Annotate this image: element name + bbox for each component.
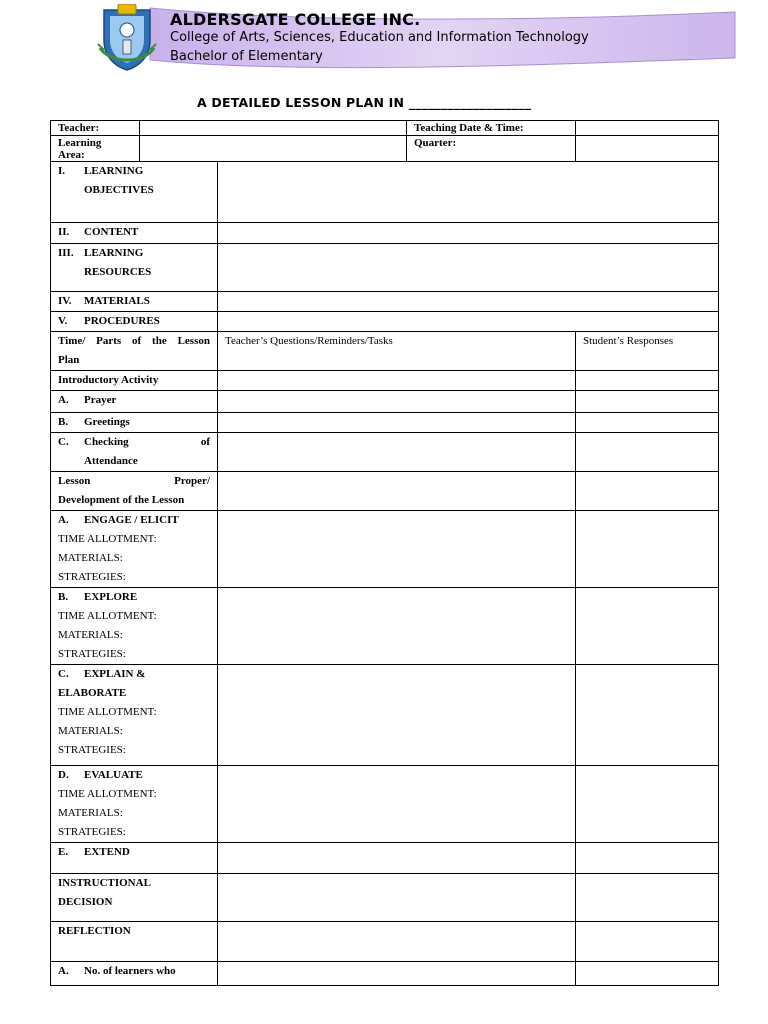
evaluate-title (58, 769, 143, 781)
student-responses-cell[interactable] (576, 371, 719, 391)
instructional-decision-line1: INSTRUCTIONAL (58, 877, 151, 889)
student-responses-cell[interactable] (576, 472, 719, 511)
resources-number: III. (58, 247, 74, 259)
resources-label (51, 244, 218, 292)
learners-number: A. (58, 965, 69, 977)
student-responses-cell[interactable] (576, 391, 719, 413)
reflection-row (51, 922, 719, 962)
explain-label (51, 665, 218, 766)
section-row-resources (51, 244, 719, 292)
engage-text: ENGAGE / ELICIT (84, 514, 179, 526)
instructional-decision-label (51, 874, 218, 922)
teacher-tasks-cell[interactable] (218, 874, 576, 922)
explore-text: EXPLORE (84, 591, 138, 603)
student-responses-header: Student’s Responses (576, 332, 719, 371)
student-responses-cell[interactable] (576, 922, 719, 962)
reflection-label: REFLECTION (51, 922, 218, 962)
quarter-label: Quarter: (407, 136, 576, 162)
teacher-tasks-cell[interactable] (218, 371, 576, 391)
extend-number: E. (58, 846, 69, 858)
procedures-field[interactable] (218, 312, 719, 332)
column-header-row (51, 332, 719, 371)
materials-number: IV. (58, 295, 72, 307)
prayer-text: Prayer (84, 394, 117, 406)
objectives-number: I. (58, 165, 66, 177)
section-row-objectives (51, 162, 719, 223)
college-subtitle: College of Arts, Sciences, Education and Information Technology (170, 30, 589, 45)
materials-sub-label: MATERIALS: (58, 629, 123, 641)
procedure-row-evaluate (51, 766, 719, 843)
teacher-tasks-cell[interactable] (218, 843, 576, 874)
explain-text: EXPLAIN & (84, 668, 146, 680)
content-label-text: CONTENT (84, 226, 139, 238)
section-row-procedures (51, 312, 719, 332)
evaluate-text: EVALUATE (84, 769, 143, 781)
teacher-tasks-cell[interactable] (218, 472, 576, 511)
lesson-proper-word: Proper/ (174, 475, 210, 487)
attendance-label-line1 (58, 433, 210, 452)
lesson-plan-table (50, 161, 719, 986)
engage-title (58, 514, 179, 526)
teacher-tasks-cell[interactable] (218, 391, 576, 413)
greetings-text: Greetings (84, 416, 130, 428)
materials-sub-label: MATERIALS: (58, 552, 123, 564)
learners-label (51, 962, 218, 986)
materials-label (51, 292, 218, 312)
procedure-row-extend (51, 843, 719, 874)
explore-label (51, 588, 218, 665)
strategies-label: STRATEGIES: (58, 826, 126, 838)
teacher-tasks-cell[interactable] (218, 766, 576, 843)
lesson-proper-label (51, 472, 218, 511)
student-responses-cell[interactable] (576, 588, 719, 665)
extend-label (51, 843, 218, 874)
strategies-label: STRATEGIES: (58, 744, 126, 756)
student-responses-cell[interactable] (576, 766, 719, 843)
procedure-row-engage (51, 511, 719, 588)
teacher-tasks-cell[interactable] (218, 962, 576, 986)
engage-label (51, 511, 218, 588)
content-label (51, 223, 218, 244)
learning-area-field[interactable] (140, 136, 407, 162)
teacher-tasks-cell[interactable] (218, 511, 576, 588)
attendance-word: Checking (84, 436, 129, 448)
learning-area-label-line2: Area: (58, 149, 85, 161)
teaching-date-field[interactable] (576, 121, 719, 136)
content-number: II. (58, 226, 70, 238)
procedure-row (51, 391, 719, 413)
procedures-label-text: PROCEDURES (84, 315, 160, 327)
student-responses-cell[interactable] (576, 511, 719, 588)
greetings-number: B. (58, 416, 69, 428)
objectives-label-line2: OBJECTIVES (84, 184, 154, 196)
evaluate-label (51, 766, 218, 843)
strategies-label: STRATEGIES: (58, 648, 126, 660)
strategies-label: STRATEGIES: (58, 571, 126, 583)
resources-label-line1: LEARNING (84, 247, 144, 259)
teaching-date-label: Teaching Date & Time: (407, 121, 576, 136)
attendance-number: C. (58, 436, 69, 448)
section-row-materials (51, 292, 719, 312)
objectives-field[interactable] (218, 162, 719, 223)
time-parts-header (51, 332, 218, 371)
time-parts-word: Parts (96, 335, 122, 347)
greetings-label (51, 413, 218, 433)
lesson-proper-word: Lesson (58, 475, 91, 487)
info-table (50, 120, 719, 162)
student-responses-cell[interactable] (576, 874, 719, 922)
explain-number: C. (58, 668, 69, 680)
teacher-tasks-cell[interactable] (218, 588, 576, 665)
materials-sub-label: MATERIALS: (58, 807, 123, 819)
quarter-field[interactable] (576, 136, 719, 162)
explore-title (58, 591, 137, 603)
prayer-label (51, 391, 218, 413)
materials-sub-label: MATERIALS: (58, 725, 123, 737)
student-responses-cell[interactable] (576, 433, 719, 472)
learning-area-label (51, 136, 140, 162)
college-name: ALDERSGATE COLLEGE INC. (170, 10, 421, 29)
prayer-number: A. (58, 394, 69, 406)
time-parts-word: Lesson (177, 335, 210, 347)
teacher-tasks-cell[interactable] (218, 665, 576, 766)
materials-label-text: MATERIALS (84, 295, 150, 307)
objectives-label (51, 162, 218, 223)
teacher-tasks-cell[interactable] (218, 433, 576, 472)
instructional-decision-line2: DECISION (58, 896, 113, 908)
procedures-number: V. (58, 315, 68, 327)
learning-area-label-line1: Learning (58, 137, 102, 149)
lesson-proper-line2: Development of the Lesson (58, 494, 185, 506)
procedure-row-explain (51, 665, 719, 766)
program-name: Bachelor of Elementary (170, 49, 323, 64)
info-row (51, 136, 719, 162)
student-responses-cell[interactable] (576, 665, 719, 766)
time-parts-word: Time/ (58, 335, 86, 347)
materials-field[interactable] (218, 292, 719, 312)
time-allotment-label: TIME ALLOTMENT: (58, 706, 157, 718)
section-row-content (51, 223, 719, 244)
time-parts-word: of (132, 335, 142, 347)
learners-text: No. of learners who (84, 965, 176, 977)
explore-number: B. (58, 591, 69, 603)
attendance-word: of (200, 436, 210, 448)
student-responses-cell[interactable] (576, 962, 719, 986)
explain-title (58, 668, 145, 680)
student-responses-cell[interactable] (576, 843, 719, 874)
procedure-row (51, 433, 719, 472)
introductory-activity-label: Introductory Activity (51, 371, 218, 391)
evaluate-number: D. (58, 769, 69, 781)
info-row (51, 121, 719, 136)
engage-number: A. (58, 514, 69, 526)
lesson-proper-line1 (58, 472, 210, 491)
teacher-tasks-cell[interactable] (218, 413, 576, 433)
time-parts-header-line1 (58, 332, 210, 351)
instructional-decision-row (51, 874, 719, 922)
time-parts-header-line2: Plan (58, 354, 80, 366)
teacher-tasks-header: Teacher’s Questions/Reminders/Tasks (218, 332, 576, 371)
procedure-row (51, 472, 719, 511)
procedure-row-explore (51, 588, 719, 665)
procedure-row (51, 413, 719, 433)
procedure-row (51, 371, 719, 391)
time-parts-word: the (152, 335, 167, 347)
resources-field[interactable] (218, 244, 719, 292)
attendance-label-line2: Attendance (84, 455, 138, 467)
attendance-label (51, 433, 218, 472)
college-seal-icon (96, 4, 158, 72)
attendance-label-left (58, 433, 129, 452)
resources-label-line2: RESOURCES (84, 266, 152, 278)
document-title: A DETAILED LESSON PLAN IN ___________________ (197, 95, 532, 110)
learners-row (51, 962, 719, 986)
student-responses-cell[interactable] (576, 413, 719, 433)
time-allotment-label: TIME ALLOTMENT: (58, 788, 157, 800)
explain-text-line2: ELABORATE (58, 687, 127, 699)
teacher-tasks-cell[interactable] (218, 922, 576, 962)
teacher-label: Teacher: (51, 121, 140, 136)
time-allotment-label: TIME ALLOTMENT: (58, 533, 157, 545)
extend-text: EXTEND (84, 846, 130, 858)
teacher-field[interactable] (140, 121, 407, 136)
content-field[interactable] (218, 223, 719, 244)
procedures-label (51, 312, 218, 332)
time-allotment-label: TIME ALLOTMENT: (58, 610, 157, 622)
objectives-label-line1: LEARNING (84, 165, 144, 177)
